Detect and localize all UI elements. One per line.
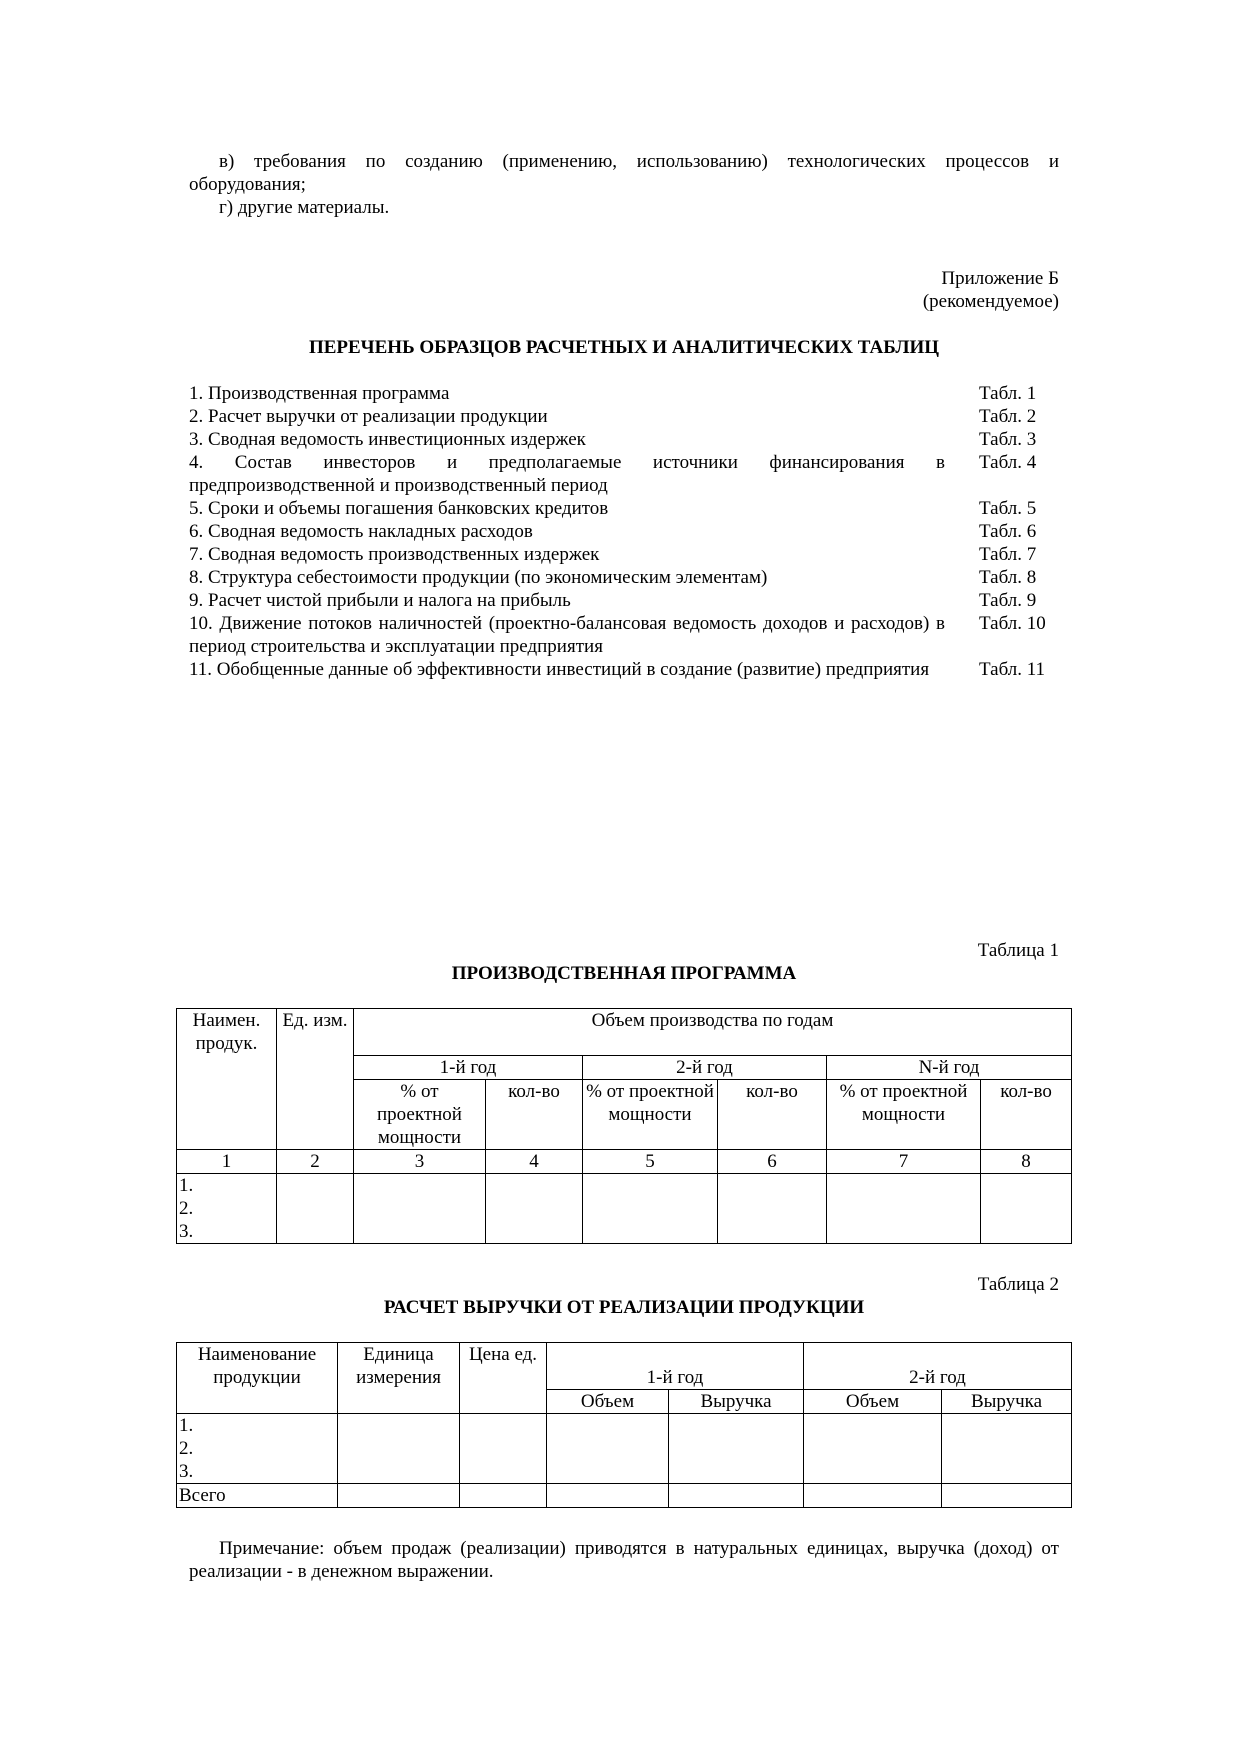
- table2-year-2: 2-й год: [804, 1343, 1072, 1390]
- list-item-ref: Табл. 1: [979, 383, 1037, 404]
- table1-row-number: 1.: [179, 1175, 194, 1196]
- table2-cell: [338, 1484, 460, 1508]
- table1-col-number: 3: [354, 1150, 486, 1174]
- intro-section: [189, 150, 1059, 219]
- list-item-ref: Табл. 3: [979, 429, 1037, 450]
- list-item: [189, 405, 1059, 428]
- appendix-title: ПЕРЕЧЕНЬ ОБРАЗЦОВ РАСЧЕТНЫХ И АНАЛИТИЧЕСКИХ ТАБЛИЦ: [308, 337, 940, 358]
- list-item: [189, 451, 1059, 497]
- table2-cell: [804, 1484, 942, 1508]
- list-item-text: 10. Движение потоков наличностей (проектно-балансовая ведомость доходов и расходов) в период строительства и эксплуатации предприятия: [189, 613, 945, 657]
- table1-col-number: 1: [177, 1150, 277, 1174]
- list-item-text: 1. Производственная программа: [189, 383, 450, 404]
- list-item: [189, 543, 1059, 566]
- list-item: [189, 566, 1059, 589]
- table2-cell: [942, 1484, 1072, 1508]
- table2-cell: [338, 1414, 460, 1484]
- table1-cell: [277, 1174, 354, 1244]
- table1-row-numbers: [177, 1174, 277, 1244]
- table1-header-unit: Ед. изм.: [277, 1009, 354, 1150]
- note-section: [189, 1537, 1059, 1583]
- table1-sub-qty: кол-во: [486, 1080, 583, 1150]
- table2-row-number: 1.: [179, 1415, 194, 1436]
- table2-header-name: Наименование продукции: [177, 1343, 338, 1414]
- intro-item-g: г) другие материалы.: [219, 197, 390, 218]
- table2-title: РАСЧЕТ ВЫРУЧКИ ОТ РЕАЛИЗАЦИИ ПРОДУКЦИИ: [383, 1297, 865, 1318]
- note-text: Примечание: объем продаж (реализации) приводятся в натуральных единицах, выручка (доход) от реализации - в денежном выражении.: [189, 1538, 1059, 1582]
- table1-title: ПРОИЗВОДСТВЕННАЯ ПРОГРАММА: [451, 963, 797, 984]
- list-item-ref: Табл. 2: [979, 406, 1037, 427]
- table2-cell: [460, 1484, 547, 1508]
- table1-header-name: Наимен. продук.: [177, 1009, 277, 1150]
- table2-row-numbers: [177, 1414, 338, 1484]
- table1-col-number: 7: [827, 1150, 981, 1174]
- table2-row-number: 3.: [179, 1461, 194, 1482]
- list-item: [189, 658, 1059, 681]
- list-item-ref: Табл. 4: [979, 452, 1037, 473]
- table2-cell: [547, 1484, 669, 1508]
- list-item: [189, 497, 1059, 520]
- table1-cell: [583, 1174, 718, 1244]
- table1-sub-pct: % от проектной мощности: [827, 1080, 981, 1150]
- list-item-text: 11. Обобщенные данные об эффективности инвестиций в создание (развитие) предприятия: [189, 659, 930, 680]
- list-item-ref: Табл. 8: [979, 567, 1037, 588]
- table1-row-number: 2.: [179, 1198, 194, 1219]
- list-item-ref: Табл. 11: [979, 659, 1046, 680]
- intro-item-v: в) требования по созданию (применению, использованию) технологических процессов и оборудования;: [189, 151, 1059, 195]
- table2-sub-revenue: Выручка: [942, 1390, 1072, 1414]
- table2-header-unit: Единица измерения: [338, 1343, 460, 1414]
- table1-cell: [981, 1174, 1072, 1244]
- table2-sub-volume: Объем: [804, 1390, 942, 1414]
- table2-cell: [669, 1414, 804, 1484]
- table1-sub-qty: кол-во: [718, 1080, 827, 1150]
- table1-col-number: 5: [583, 1150, 718, 1174]
- list-item: [189, 520, 1059, 543]
- appendix-header: [189, 267, 1059, 313]
- table1-label: Таблица 1: [977, 940, 1059, 961]
- table2-header: [189, 1273, 1059, 1319]
- list-item: [189, 428, 1059, 451]
- table1-year-2: 2-й год: [583, 1056, 827, 1080]
- table2-cell: [804, 1414, 942, 1484]
- table1-col-number: 4: [486, 1150, 583, 1174]
- table2-cell: [547, 1414, 669, 1484]
- table2-total-label: Всего: [177, 1484, 338, 1508]
- list-item-text: 6. Сводная ведомость накладных расходов: [189, 521, 533, 542]
- list-item-text: 5. Сроки и объемы погашения банковских кредитов: [189, 498, 609, 519]
- list-item-text: 2. Расчет выручки от реализации продукции: [189, 406, 548, 427]
- table1-cell: [718, 1174, 827, 1244]
- appendix-status: (рекомендуемое): [922, 291, 1059, 312]
- list-item: [189, 612, 1059, 658]
- table2-sub-revenue: Выручка: [669, 1390, 804, 1414]
- list-item-ref: Табл. 9: [979, 590, 1037, 611]
- table1-sub-qty: кол-во: [981, 1080, 1072, 1150]
- appendix-label: Приложение Б: [941, 268, 1059, 289]
- table1-header-volume: Объем производства по годам: [354, 1009, 1072, 1056]
- table1-cell: [486, 1174, 583, 1244]
- list-item-text: 7. Сводная ведомость производственных издержек: [189, 544, 600, 565]
- table1-col-number: 8: [981, 1150, 1072, 1174]
- list-item: [189, 382, 1059, 405]
- table1-sub-pct: % от проектной мощности: [354, 1080, 486, 1150]
- table2-sub-volume: Объем: [547, 1390, 669, 1414]
- table1-year-1: 1-й год: [354, 1056, 583, 1080]
- table1-header: [189, 939, 1059, 985]
- table1-cell: [827, 1174, 981, 1244]
- list-item-ref: Табл. 5: [979, 498, 1037, 519]
- table1-row-number: 3.: [179, 1221, 194, 1242]
- list-item-ref: Табл. 6: [979, 521, 1037, 542]
- table1-col-number: 6: [718, 1150, 827, 1174]
- tables-list: [189, 382, 1059, 681]
- table2-row-number: 2.: [179, 1438, 194, 1459]
- list-item-text: 3. Сводная ведомость инвестиционных издержек: [189, 429, 586, 450]
- table1-col-number: 2: [277, 1150, 354, 1174]
- list-item: [189, 589, 1059, 612]
- table2-year-1: 1-й год: [547, 1343, 804, 1390]
- table2: [176, 1342, 1072, 1508]
- table1-cell: [354, 1174, 486, 1244]
- table1-year-n: N-й год: [827, 1056, 1072, 1080]
- list-item-text: 4. Состав инвесторов и предполагаемые источники финансирования в предпроизводственной и производственный период: [189, 452, 945, 496]
- table1: [176, 1008, 1072, 1244]
- list-item-ref: Табл. 7: [979, 544, 1037, 565]
- list-item-text: 9. Расчет чистой прибыли и налога на прибыль: [189, 590, 571, 611]
- list-item-text: 8. Структура себестоимости продукции (по экономическим элементам): [189, 567, 768, 588]
- list-item-ref: Табл. 10: [979, 613, 1046, 634]
- appendix-title-wrap: [189, 336, 1059, 359]
- table2-cell: [669, 1484, 804, 1508]
- table2-cell: [460, 1414, 547, 1484]
- table2-cell: [942, 1414, 1072, 1484]
- table2-header-price: Цена ед.: [460, 1343, 547, 1414]
- table2-label: Таблица 2: [977, 1274, 1059, 1295]
- table1-sub-pct: % от проектной мощности: [583, 1080, 718, 1150]
